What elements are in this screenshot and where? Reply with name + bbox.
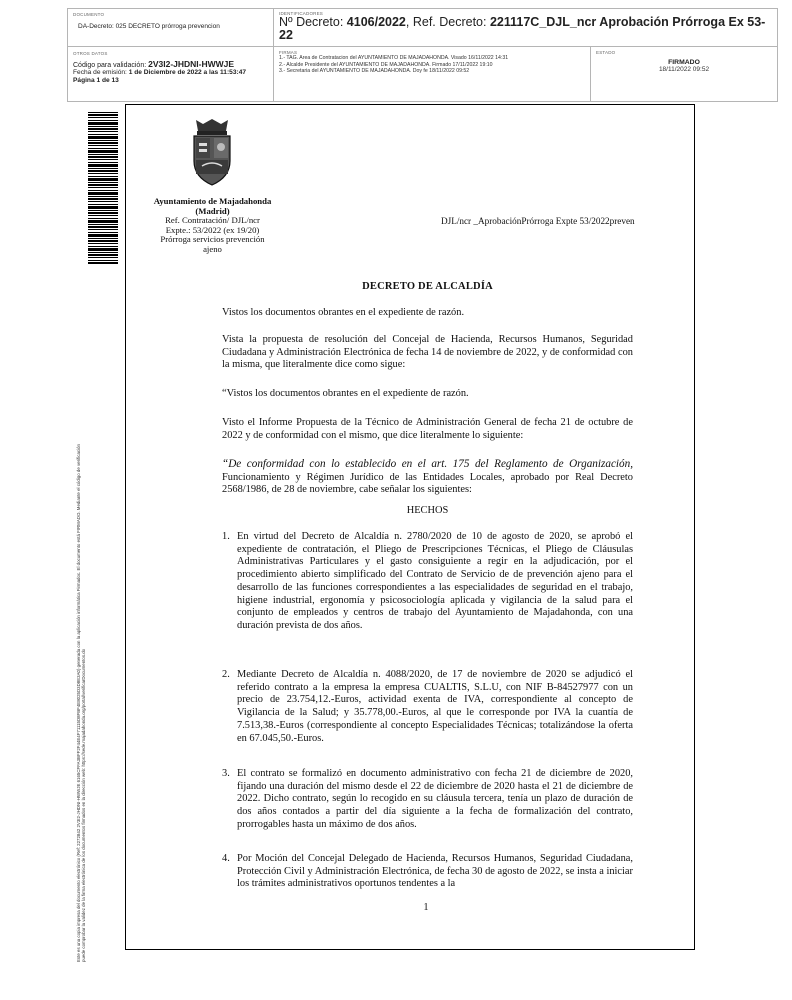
otros-label: OTROS DATOS	[73, 51, 108, 56]
documento-cell	[68, 9, 274, 47]
list-item	[222, 531, 633, 633]
identificadores-cell	[274, 9, 777, 47]
list-item-number: 2.	[222, 669, 230, 680]
list-item-text: Por Moción del Concejal Delegado de Hacienda, Recursos Humanos, Seguridad Ciudadana, Protección Civil y Administración Electrónica, de fecha 30 de agosto de 2022, se insta a iniciar los trámites administrativos oportunos tendentes a la	[237, 853, 633, 890]
list-item-number: 1.	[222, 531, 230, 542]
document-title: DECRETO DE ALCALDÍA	[362, 281, 493, 292]
barcode-image	[88, 112, 118, 264]
ref-value: 221117C_DJL_ncr Aprobación Prórroga Ex 53-22	[279, 15, 766, 42]
codigo-value[interactable]: 2V3I2-JHDNI-HWWJE	[148, 59, 235, 69]
hechos-heading: HECHOS	[406, 505, 449, 516]
estado-date: 18/11/2022 09:52	[658, 66, 710, 73]
list-item	[222, 669, 633, 745]
decreto-prefix: Nº Decreto:	[279, 15, 344, 29]
firmas-label: FIRMAS	[279, 50, 298, 55]
quote-rest: Funcionamiento y Régimen Jurídico de las Entidades Locales, aprobado por Real Decreto 2568/1986, de 28 de noviembre, cabe señalar los siguientes:	[222, 471, 633, 495]
document-metadata-header	[67, 8, 778, 102]
org-name: Ayuntamiento de Majadahonda	[153, 196, 272, 206]
coat-of-arms-icon	[190, 117, 234, 189]
expte: Expte.: 53/2022 (ex 19/20)	[165, 224, 260, 235]
firma-line: 2.- Alcalde Presidente del AYUNTAMIENTO DE MAJADAHONDA. Firmado 17/11/2022 19:10	[279, 61, 493, 68]
list-item-text: En virtud del Decreto de Alcaldía n. 2780/2020 de 10 de agosto de 2020, se aprobó el expediente de contratación, el Pliego de Prescripciones Técnicas, el Pliego de Cláusulas Administrativas Particulares y el gasto consiguiente a regir en la adjudicación, por el procedimiento abierto simplificado del Contrato de Servicio de de prevención ajeno para el desarrollo de las funciones correspondientes a las especialidades de seguridad en el trabajo, higiene industrial, ergonomía y psicosociología aplicada y vigilancia de la salud para el conjunto de empleados y centros de trabajo del Ayuntamiento de Majadahonda, con una duración prevista de dos años.	[237, 531, 633, 631]
estado-label: ESTADO	[596, 50, 616, 55]
fecha-emision: Fecha de emisión: 1 de Diciembre de 2022 a las 11:53:47	[73, 69, 247, 76]
estado-status: FIRMADO	[668, 59, 700, 66]
org-region: (Madrid)	[195, 205, 230, 216]
paragraph: “Vistos los documentos obrantes en el expediente de razón.	[222, 388, 469, 399]
identificadores-label: IDENTIFICADORES	[279, 11, 324, 16]
decreto-identifier	[279, 16, 772, 42]
verification-side-text	[76, 282, 87, 962]
estado-cell	[591, 47, 777, 101]
list-item	[222, 768, 633, 832]
page-number: 1	[423, 902, 429, 913]
list-item-text: El contrato se formalizó en documento administrativo con fecha 21 de diciembre de 2020, fijando una duración del mismo desde el 22 de diciembre de 2020 hasta el 21 de diciembre de 2022. Dicho contrato, según lo recogido en su cláusula tercera, tenía un plazo de duración de dos años contados a partir del día siguiente a la fecha de formalización del contrato, prorrogables hasta un máximo de dos años.	[237, 768, 633, 830]
codigo-validacion: Código para validación: 2V3I2-JHDNI-HWWJE	[73, 59, 235, 69]
paragraph: Vistos los documentos obrantes en el expediente de razón.	[222, 307, 465, 318]
ref-prefix: , Ref. Decreto:	[405, 15, 487, 29]
list-item-text: Mediante Decreto de Alcaldía n. 4088/2020, de 17 de noviembre de 2020 se adjudicó el referido contrato a la empresa la empresa CUALTIS, S.L.U, con NIF B-84527977 con un precio de 23.754,12.-Euros, actividad exenta de IVA, correspondiente al concepto de Vigilancia de la Salud; y 35.778,00.-Euros, al que le corresponde por IVA la cuantía de 7.513,38.-Euros (correspondiente al concepto Especialidades Técnicas; totalizándose la oferta en 67.045,50.-Euros.	[237, 669, 633, 744]
paragraph: Vista la propuesta de resolución del Concejal de Hacienda, Recursos Humanos, Seguridad Ciudadana y Administración Electrónica de fecha 14 de noviembre de 2022, y de conformidad con la misma, que literalmente dice como sigue:	[222, 334, 633, 370]
side-text-line: puede comprobar la validez de la firma electrónica de los documentos firmados en la dirección web: https://sede.majadahonda.org/portal/verificarDocumentos.do	[81, 648, 87, 962]
documento-value: DA-Decreto: 025 DECRETO prórroga prevencion	[78, 23, 220, 30]
quote-italic: “De conformidad con lo establecido en el art. 175 del Reglamento de Organización,	[222, 458, 633, 470]
firma-line: 3.- Secretaria del AYUNTAMIENTO DE MAJADAHONDA. Doy fe 18/11/2022 09:52	[279, 68, 470, 74]
subject: Prórroga servicios prevención ajeno	[160, 234, 265, 254]
paragraph: Visto el Informe Propuesta de la Técnico de Administración General de fecha 21 de octubre de 2022 y de conformidad con el mismo, que dice literalmente lo siguiente:	[222, 417, 633, 441]
paragraph	[222, 458, 633, 497]
documento-label: DOCUMENTO	[73, 12, 105, 17]
firmas-cell	[274, 47, 591, 101]
otros-datos-cell	[68, 47, 274, 101]
side-text-line: Este es una copia impresa del documento electrónico (Ref: 2272842 2V3I2-JHDNI-HWWJE 6165CFFA3BFF2F44E4F71115D8FBF4E8025D3D8E3A0) generada con la aplicación informática Firmadoc. El documento está FIRMADO. Mediante el código de verificación	[76, 444, 81, 962]
list-item	[222, 853, 633, 891]
list-item-number: 4.	[222, 853, 230, 864]
page-count: Página 1 de 13	[73, 77, 119, 84]
letterhead-org	[150, 197, 275, 255]
ref-contratacion: Ref. Contratación/ DJL/ncr	[165, 215, 260, 226]
list-item-number: 3.	[222, 768, 230, 779]
decreto-number: 4106/2022	[346, 15, 406, 29]
firma-line: 1.- TAG. Area de Contratacion del AYUNTAMIENTO DE MAJADAHONDA. Visado 16/11/2022 14:31	[279, 55, 509, 61]
reference-right: DJL/ncr _AprobaciónPrórroga Expte 53/2022preven	[441, 216, 635, 226]
